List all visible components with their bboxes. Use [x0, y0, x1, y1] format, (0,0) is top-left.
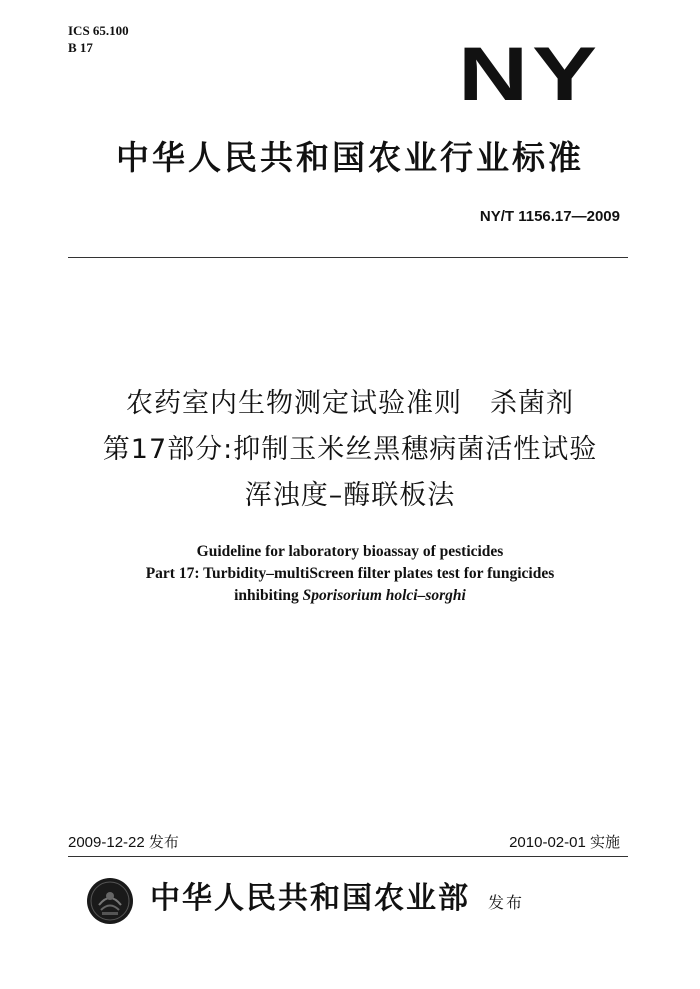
title-en-line-3 [0, 586, 700, 606]
title-zh-line-1: 农药室内生物测定试验准则 杀菌剂 [126, 388, 574, 419]
ministry-seal-icon [86, 877, 134, 925]
classification-code: B 17 [68, 40, 93, 55]
implement-date: 2010-02-01 实施 [509, 834, 620, 851]
ny-logo: NY [458, 32, 601, 117]
title-zh-line-3: 浑浊度–酶联板法 [244, 480, 456, 511]
standard-code: NY/T 1156.17—2009 [479, 208, 620, 225]
title-en-line-1: Guideline for laboratory bioassay of pesticides [196, 543, 504, 560]
title-zh-line-2: 第17部分:抑制玉米丝黑穗病菌活性试验 [102, 434, 598, 465]
header-divider [68, 257, 628, 258]
species-name: Sporisorium holci–sorghi [302, 587, 466, 604]
title-en-line-2: Part 17: Turbidity–multiScreen filter plates test for fungicides [145, 565, 555, 582]
ics-code: ICS 65.100 [68, 23, 129, 38]
footer-divider [68, 856, 628, 857]
issuer-title: 中华人民共和国农业行业标准 [116, 138, 584, 177]
issue-date: 2009-12-22 发布 [68, 834, 179, 851]
publisher-name: 中华人民共和国农业部 [150, 881, 470, 916]
publisher-action: 发布 [488, 893, 525, 912]
title-en-line-3-prefix: inhibiting [234, 587, 303, 604]
